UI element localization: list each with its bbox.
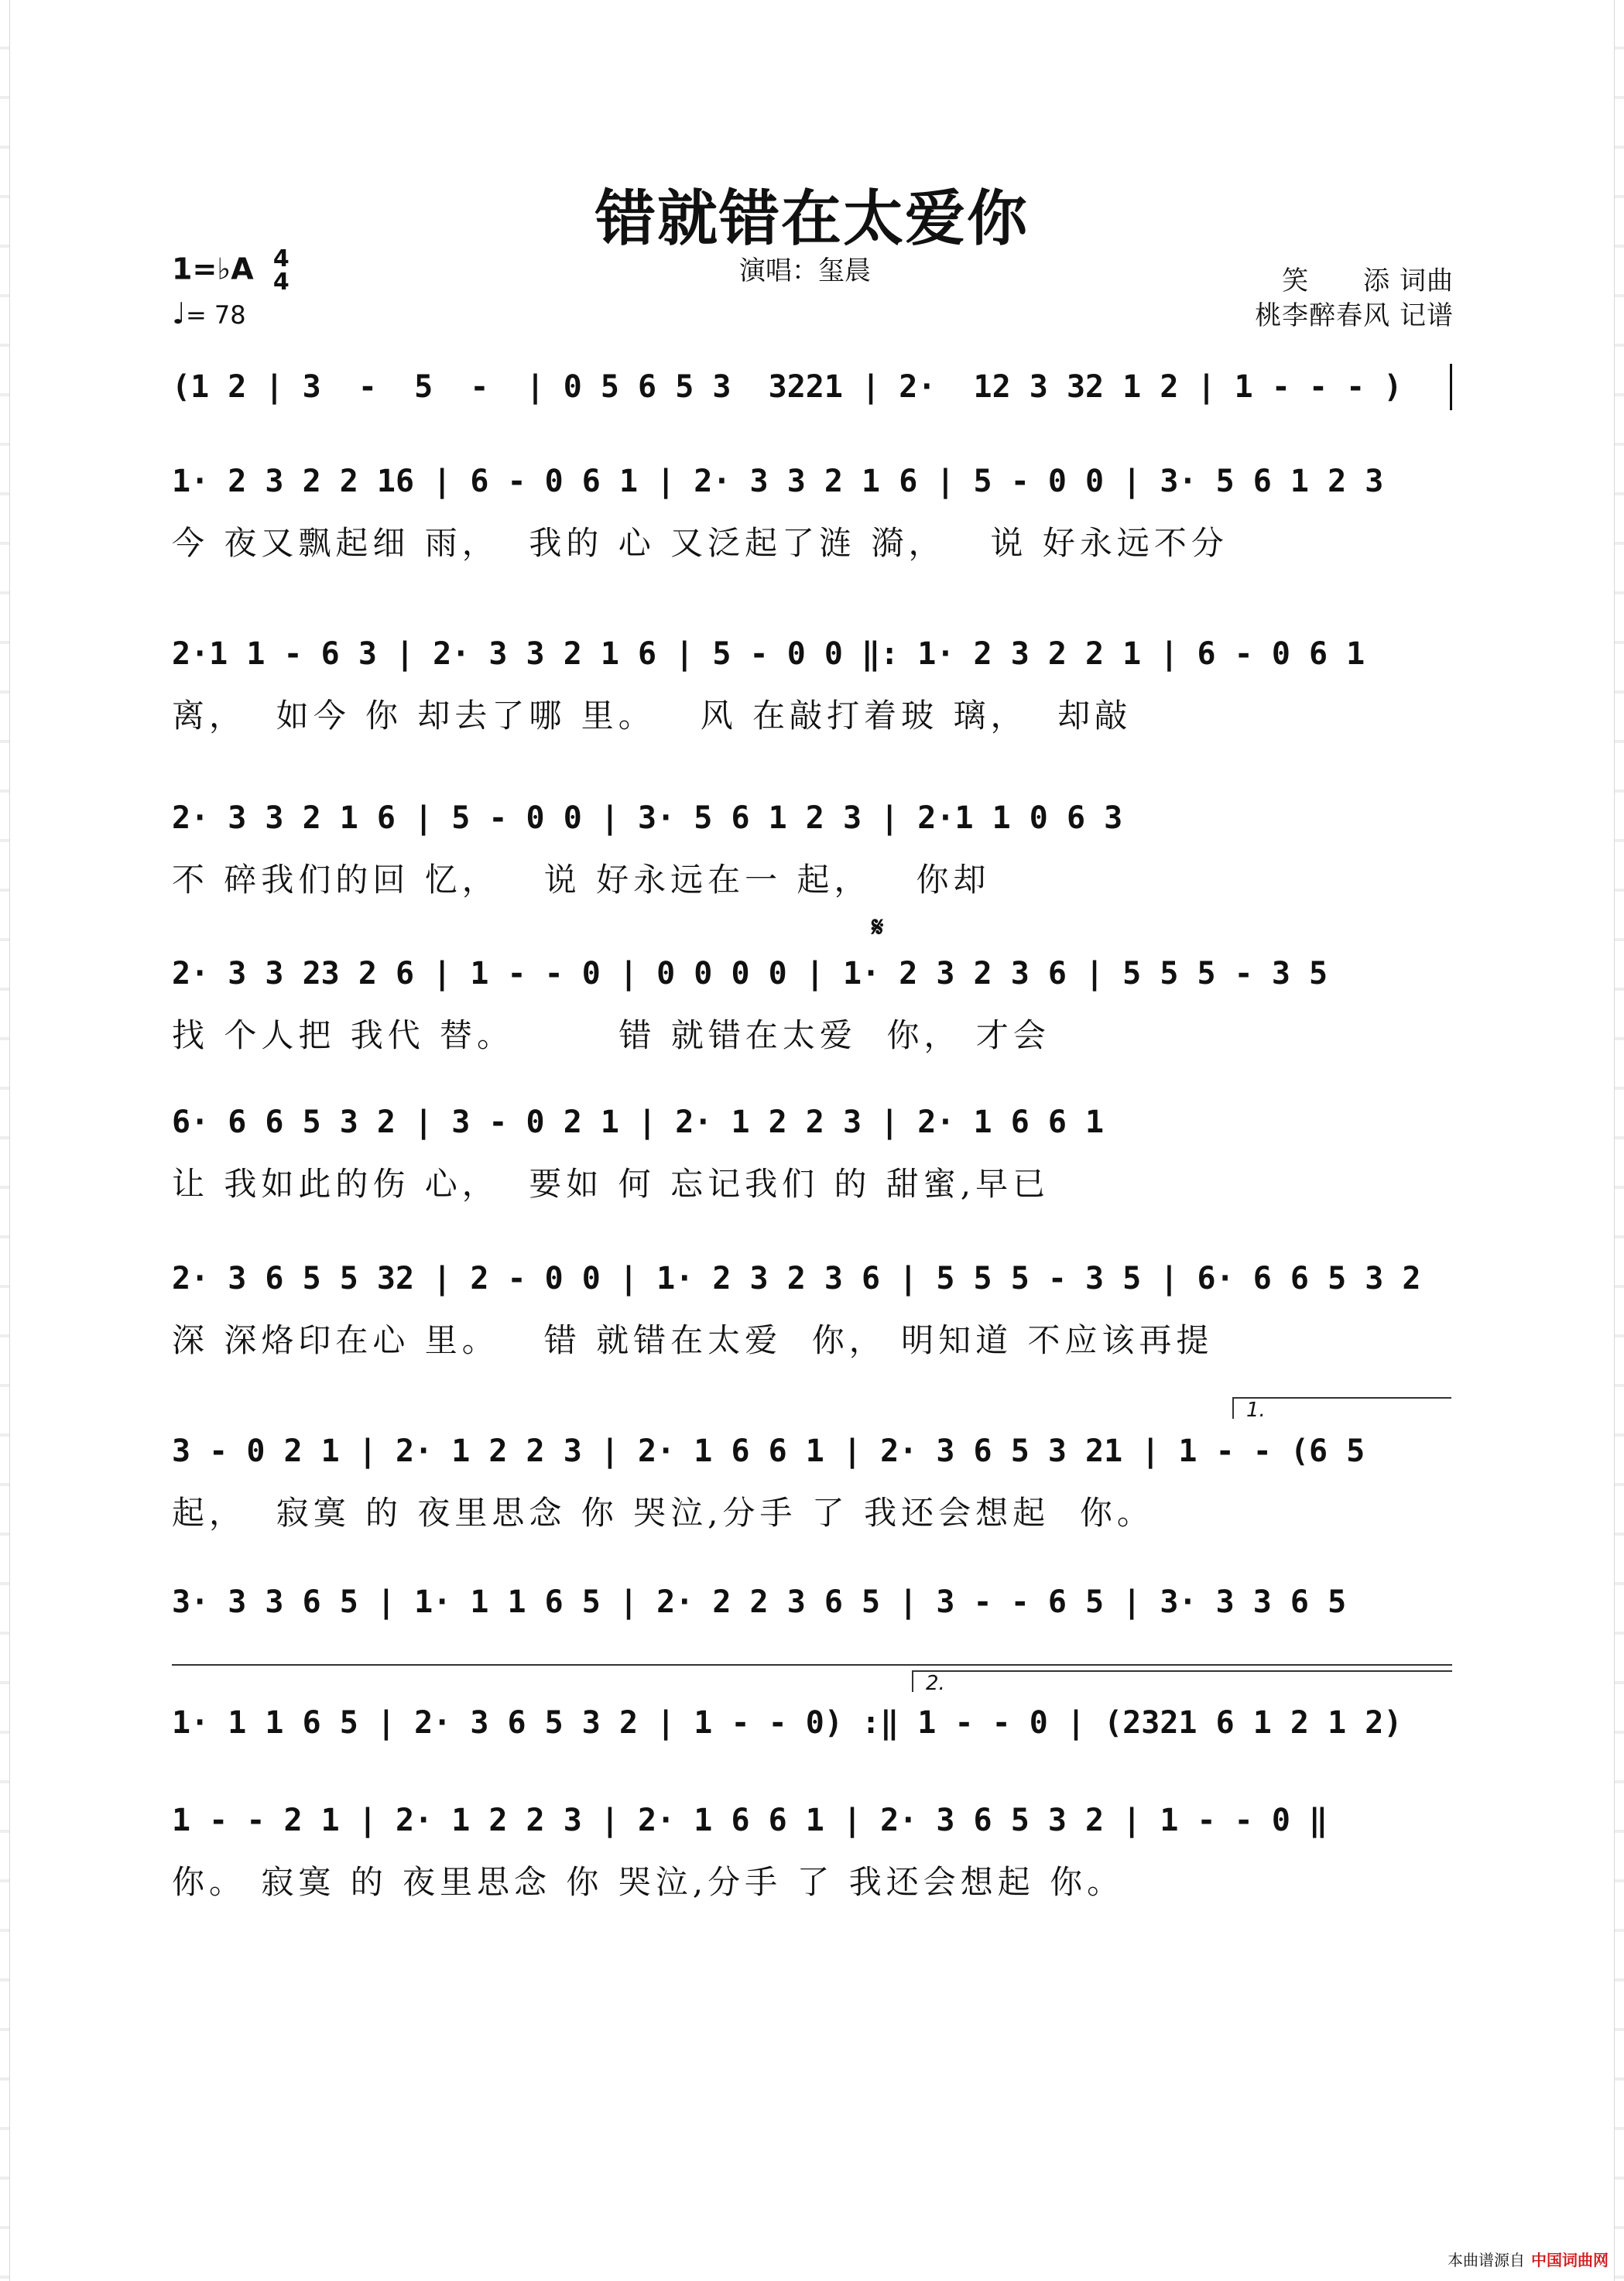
lyrics-row: 让 我如此的伤 心， 要如 何 忘记我们 的 甜蜜,早已 (172, 1165, 1050, 1203)
segno-sign: 𝄋 (872, 912, 884, 944)
lyrics-row: 你。 寂寞 的 夜里思念 你 哭泣,分手 了 我还会想起 你。 (172, 1863, 1125, 1901)
score-line-2 (172, 458, 1452, 567)
score-line-1 (172, 364, 1452, 410)
score-line-10 (172, 1700, 1452, 1746)
quarter-note-icon: ♩ (172, 296, 186, 331)
left-margin-strip (0, 0, 10, 2281)
lyricist-composer-credit: 笑 添 词曲 (1282, 265, 1454, 296)
lyrics-row: 找 个人把 我代 替。 错 就错在太爱 你， 才会 (172, 1016, 1050, 1054)
tempo-value: = 78 (185, 300, 246, 330)
notation-row: 2· 3 3 2 1 6 | 5 - 0 0 | 3· 5 6 1 2 3 | 2·1 1 0 6 3 (172, 800, 1123, 836)
tempo-marking (172, 296, 246, 331)
system-separator (172, 1664, 1452, 1666)
barline (1450, 364, 1452, 410)
notation-row: 3 - 0 2 1 | 2· 1 2 2 3 | 2· 1 6 6 1 | 2· 3 6 5 3 21 | 1 - - (6 5 (172, 1433, 1365, 1469)
notation-row: 2· 3 3 23 2 6 | 1 - - 0 | 0 0 0 0 | 1· 2 3 2 3 6 | 5 5 5 - 3 5 (172, 956, 1328, 992)
footer-site-link[interactable]: 中国词曲网 (1531, 2251, 1609, 2269)
score-line-4 (172, 795, 1452, 903)
meter-bottom: 4 (272, 269, 290, 296)
score-line-6 (172, 1099, 1452, 1207)
notation-row: 3· 3 3 6 5 | 1· 1 1 6 5 | 2· 2 2 3 6 5 | 3 - - 6 5 | 3· 3 3 6 5 (172, 1584, 1347, 1620)
notation-row: 2·1 1 - 6 3 | 2· 3 3 2 1 6 | 5 - 0 0 ‖: 1· 2 3 2 2 1 | 6 - 0 6 1 (172, 636, 1365, 672)
notation-row: 1· 1 1 6 5 | 2· 3 6 5 3 2 | 1 - - 0) :‖ 1 - - 0 | (2321 6 1 2 1 2) (172, 1705, 1403, 1741)
score-line-9 (172, 1579, 1452, 1625)
lyrics-row: 今 夜又飘起细 雨， 我的 心 又泛起了涟 漪， 说 好永远不分 (172, 524, 1228, 562)
notation-row: 1· 2 3 2 2 16 | 6 - 0 6 1 | 2· 3 3 2 1 6 | 5 - 0 0 | 3· 5 6 1 2 3 (172, 464, 1384, 499)
score-line-3 (172, 631, 1452, 739)
key-signature (172, 245, 290, 296)
second-ending-bracket: 2. (912, 1670, 1452, 1692)
meter-top: 4 (272, 245, 290, 272)
lyrics-row: 起， 寂寞 的 夜里思念 你 哭泣,分手 了 我还会想起 你。 (172, 1494, 1154, 1532)
lyrics-row: 深 深烙印在心 里。 错 就错在太爱 你， 明知道 不应该再提 (172, 1321, 1214, 1359)
singer-credit: 演唱：玺晨 (739, 255, 871, 286)
song-title: 错就错在太爱你 (594, 183, 1029, 254)
key-label: 1=♭A (172, 252, 254, 286)
transcriber-credit: 桃李醉春风 记谱 (1255, 300, 1454, 331)
score-line-7 (172, 1255, 1452, 1364)
footer-source-label: 本曲谱源自 (1448, 2251, 1525, 2269)
time-signature (272, 245, 290, 296)
source-footer (1448, 2248, 1609, 2270)
notation-row: 1 - - 2 1 | 2· 1 2 2 3 | 2· 1 6 6 1 | 2· 3 6 5 3 2 | 1 - - 0 ‖ (172, 1803, 1328, 1838)
notation-row: 2· 3 6 5 5 32 | 2 - 0 0 | 1· 2 3 2 3 6 | 5 5 5 - 3 5 | 6· 6 6 5 3 2 (172, 1261, 1421, 1296)
right-margin-strip (1614, 0, 1624, 2281)
score-line-11 (172, 1797, 1452, 1906)
notation-row: (1 2 | 3 - 5 - | 0 5 6 5 3 3221 | 2· 12 3 32 1 2 | 1 - - - ) (172, 369, 1403, 405)
lyrics-row: 不 碎我们的回 忆， 说 好永远在一 起， 你却 (172, 861, 991, 899)
first-ending-bracket: 1. (1232, 1397, 1451, 1419)
notation-row: 6· 6 6 5 3 2 | 3 - 0 2 1 | 2· 1 2 2 3 | 2· 1 6 6 1 (172, 1105, 1105, 1140)
score-line-5 (172, 950, 1452, 1059)
score-line-8 (172, 1428, 1452, 1536)
lyrics-row: 离， 如今 你 却去了哪 里。 风 在敲打着玻 璃， 却敲 (172, 697, 1132, 735)
